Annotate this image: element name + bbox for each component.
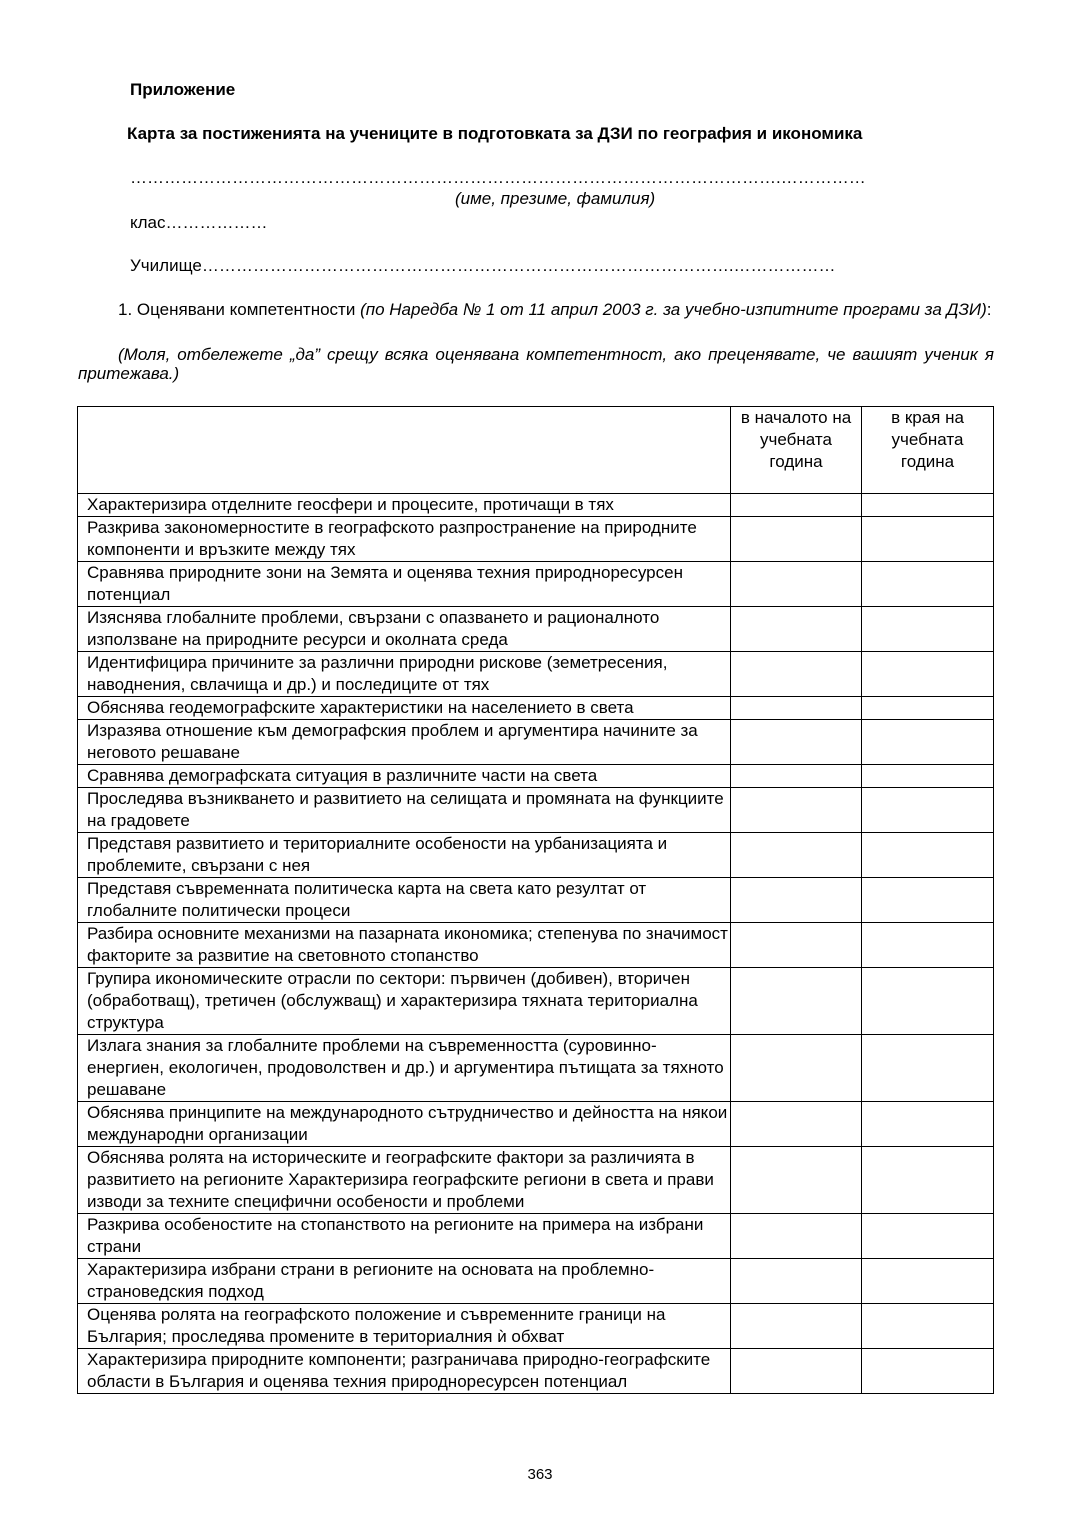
section-1-heading [78, 300, 994, 319]
name-line: …………………………………………………………………………………………………….…………… [130, 168, 866, 187]
header-blank-cell [78, 407, 731, 494]
end-of-year-mark-cell[interactable] [862, 1035, 994, 1102]
start-of-year-mark-cell[interactable] [731, 1102, 862, 1147]
start-of-year-mark-cell[interactable] [731, 923, 862, 968]
end-of-year-mark-cell[interactable] [862, 517, 994, 562]
start-of-year-mark-cell[interactable] [731, 878, 862, 923]
competence-text: Разкрива особеностите на стопанството на регионите на примера на избрани страни [78, 1214, 731, 1259]
end-of-year-mark-cell[interactable] [862, 494, 994, 517]
table-row [78, 833, 994, 878]
table-row [78, 697, 994, 720]
end-of-year-mark-cell[interactable] [862, 878, 994, 923]
appendix-title: Приложение [130, 80, 236, 99]
table-row [78, 923, 994, 968]
competence-text: Разбира основните механизми на пазарната икономика; степенува по значимост факторите за развитие на световното стопанство [78, 923, 731, 968]
table-row [78, 517, 994, 562]
start-of-year-mark-cell[interactable] [731, 1214, 862, 1259]
name-caption: (име, презиме, фамилия) [455, 189, 656, 208]
page-number: 363 [527, 1466, 553, 1483]
end-of-year-mark-cell[interactable] [862, 788, 994, 833]
end-of-year-mark-cell[interactable] [862, 968, 994, 1035]
table-header-row [78, 407, 994, 494]
start-of-year-mark-cell[interactable] [731, 1147, 862, 1214]
competence-text: Характеризира отделните геосфери и процесите, протичащи в тях [78, 494, 731, 517]
competence-text: Групира икономическите отрасли по сектори: първичен (добивен), вторичен (обработващ), третичен (обслужващ) и характеризира тяхната териториална структура [78, 968, 731, 1035]
table-row [78, 1259, 994, 1304]
end-of-year-mark-cell[interactable] [862, 607, 994, 652]
start-of-year-mark-cell[interactable] [731, 968, 862, 1035]
competence-text: Разкрива закономерностите в географското разпространение на природните компоненти и връзките между тях [78, 517, 731, 562]
start-of-year-mark-cell[interactable] [731, 562, 862, 607]
competence-text: Представя съвременната политическа карта на света като резултат от глобалните политически процеси [78, 878, 731, 923]
table-row [78, 720, 994, 765]
table-row [78, 788, 994, 833]
start-of-year-mark-cell[interactable] [731, 607, 862, 652]
section-1-instruction: (Моля, отбележете „да” срещу всяка оценявана компетентност, ако преценявате, че вашият ученик я притежава.) [78, 345, 994, 383]
start-of-year-mark-cell[interactable] [731, 1035, 862, 1102]
competence-text: Обяснява принципите на международното сътрудничество и дейността на някои международни организации [78, 1102, 731, 1147]
start-of-year-mark-cell[interactable] [731, 652, 862, 697]
competence-text: Представя развитието и териториалните особености на урбанизацията и проблемите, свързани с нея [78, 833, 731, 878]
start-of-year-mark-cell[interactable] [731, 697, 862, 720]
card-title: Карта за постиженията на учениците в подготовката за ДЗИ по география и икономика [127, 124, 863, 143]
end-of-year-mark-cell[interactable] [862, 765, 994, 788]
end-of-year-mark-cell[interactable] [862, 1102, 994, 1147]
table-row [78, 968, 994, 1035]
table-row [78, 765, 994, 788]
competence-text: Проследява възникването и развитието на селищата и промяната на функциите на градовете [78, 788, 731, 833]
table-row [78, 878, 994, 923]
competence-text: Изразява отношение към демографския проблем и аргументира начините за неговото решаване [78, 720, 731, 765]
table-row [78, 1102, 994, 1147]
end-of-year-mark-cell[interactable] [862, 1214, 994, 1259]
start-of-year-mark-cell[interactable] [731, 833, 862, 878]
competence-text: Характеризира природните компоненти; разграничава природно-географските области в България и оценява техния природноресурсен потенциал [78, 1349, 731, 1394]
end-of-year-mark-cell[interactable] [862, 697, 994, 720]
competence-text: Обяснява ролята на историческите и географските фактори за различията в развитието на регионите Характеризира географските региони в света и прави изводи за техните специфични особености и проблеми [78, 1147, 731, 1214]
table-row [78, 562, 994, 607]
table-row [78, 1035, 994, 1102]
end-of-year-mark-cell[interactable] [862, 562, 994, 607]
end-of-year-mark-cell[interactable] [862, 1259, 994, 1304]
end-of-year-mark-cell[interactable] [862, 652, 994, 697]
table-row [78, 1304, 994, 1349]
school-line: Училище………………………………………………………………………………….……………… [130, 256, 836, 275]
end-of-year-mark-cell[interactable] [862, 1147, 994, 1214]
competence-text: Излага знания за глобалните проблеми на съвременността (суровинно-енергиен, екологичен, продоволствен и др.) и аргументира пътищата за тяхното решаване [78, 1035, 731, 1102]
start-of-year-mark-cell[interactable] [731, 494, 862, 517]
end-of-year-mark-cell[interactable] [862, 1304, 994, 1349]
end-of-year-mark-cell[interactable] [862, 1349, 994, 1394]
start-of-year-mark-cell[interactable] [731, 1349, 862, 1394]
start-of-year-mark-cell[interactable] [731, 720, 862, 765]
competence-text: Оценява ролята на географското положение и съвременните граници на България; проследява промените в териториалния ѝ обхват [78, 1304, 731, 1349]
start-of-year-mark-cell[interactable] [731, 1259, 862, 1304]
table-row [78, 1349, 994, 1394]
table-row [78, 607, 994, 652]
start-of-year-mark-cell[interactable] [731, 1304, 862, 1349]
table-row [78, 1147, 994, 1214]
competence-text: Характеризира избрани страни в регионите на основата на проблемно-страноведския подход [78, 1259, 731, 1304]
start-of-year-mark-cell[interactable] [731, 517, 862, 562]
end-of-year-mark-cell[interactable] [862, 833, 994, 878]
col-start-of-year: в началото на учебната година [731, 407, 862, 494]
start-of-year-mark-cell[interactable] [731, 765, 862, 788]
col-end-of-year: в края на учебната година [862, 407, 994, 494]
class-line: клас……………… [130, 213, 268, 232]
section-1-source-note: (по Наредба № 1 от 11 април 2003 г. за учебно-изпитните програми за ДЗИ) [360, 300, 987, 319]
competence-text: Сравнява демографската ситуация в различните части на света [78, 765, 731, 788]
table-row [78, 652, 994, 697]
competence-text: Сравнява природните зони на Земята и оценява техния природноресурсен потенциал [78, 562, 731, 607]
table-row [78, 1214, 994, 1259]
table-row [78, 494, 994, 517]
end-of-year-mark-cell[interactable] [862, 923, 994, 968]
competence-text: Идентифицира причините за различни природни рискове (земетресения, наводнения, свлачища и др.) и последиците от тях [78, 652, 731, 697]
competences-table [77, 406, 994, 1394]
section-1-colon: : [986, 300, 992, 319]
section-1-number-label: 1. Оценявани компетентности [118, 300, 361, 319]
competence-text: Обяснява геодемографските характеристики на населението в света [78, 697, 731, 720]
end-of-year-mark-cell[interactable] [862, 720, 994, 765]
competence-text: Изяснява глобалните проблеми, свързани с опазването и рационалното използване на природните ресурси и околната среда [78, 607, 731, 652]
start-of-year-mark-cell[interactable] [731, 788, 862, 833]
